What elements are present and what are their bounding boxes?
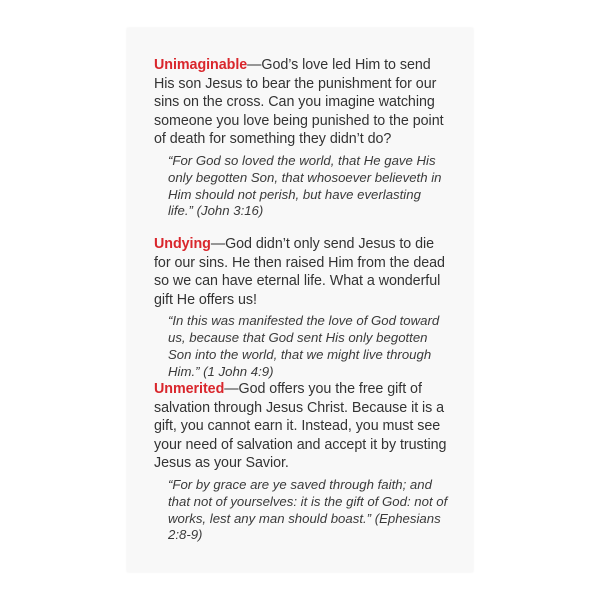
section-paragraph	[154, 235, 454, 309]
scripture-quote: “For God so loved the world, that He gave His only begotten Son, that whosoever believeth in Him should not perish, but have everlasting life.” (John 3:16)	[168, 152, 442, 219]
section-keyword: Undying	[154, 236, 211, 252]
section-text: —God didn’t only send Jesus to die for our sins. He then raised Him from the dead so we can have eternal life. What a wonderful gift He offers us!	[154, 236, 445, 308]
scripture-quote: “For by grace are ye saved through faith; and that not of yourselves: it is the gift of God: not of works, lest any man should boast.” (Ephesians 2:8-9)	[168, 476, 448, 543]
section-keyword: Unmerited	[154, 381, 225, 397]
section-keyword: Unimaginable	[154, 57, 248, 73]
section-paragraph	[154, 56, 454, 149]
section-unmerited	[154, 380, 454, 544]
section-text: —God offers you the free gift of salvation through Jesus Christ. Because it is a gift, you cannot earn it. Instead, you must see your need of salvation and accept it by trusting Jesus as your Savior.	[154, 381, 447, 472]
section-unimaginable	[154, 56, 454, 220]
scripture-quote: “In this was manifested the love of God toward us, because that God sent His only begotten Son into the world, that we might live through Him.” (1 John 4:9)	[168, 313, 440, 379]
section-text: —God’s love led Him to send His son Jesus to bear the punishment for our sins on the cross. Can you imagine watching someone you love being punished to the point of death for something they didn’t do?	[154, 57, 444, 148]
section-paragraph	[154, 380, 454, 473]
section-undying	[154, 235, 454, 381]
